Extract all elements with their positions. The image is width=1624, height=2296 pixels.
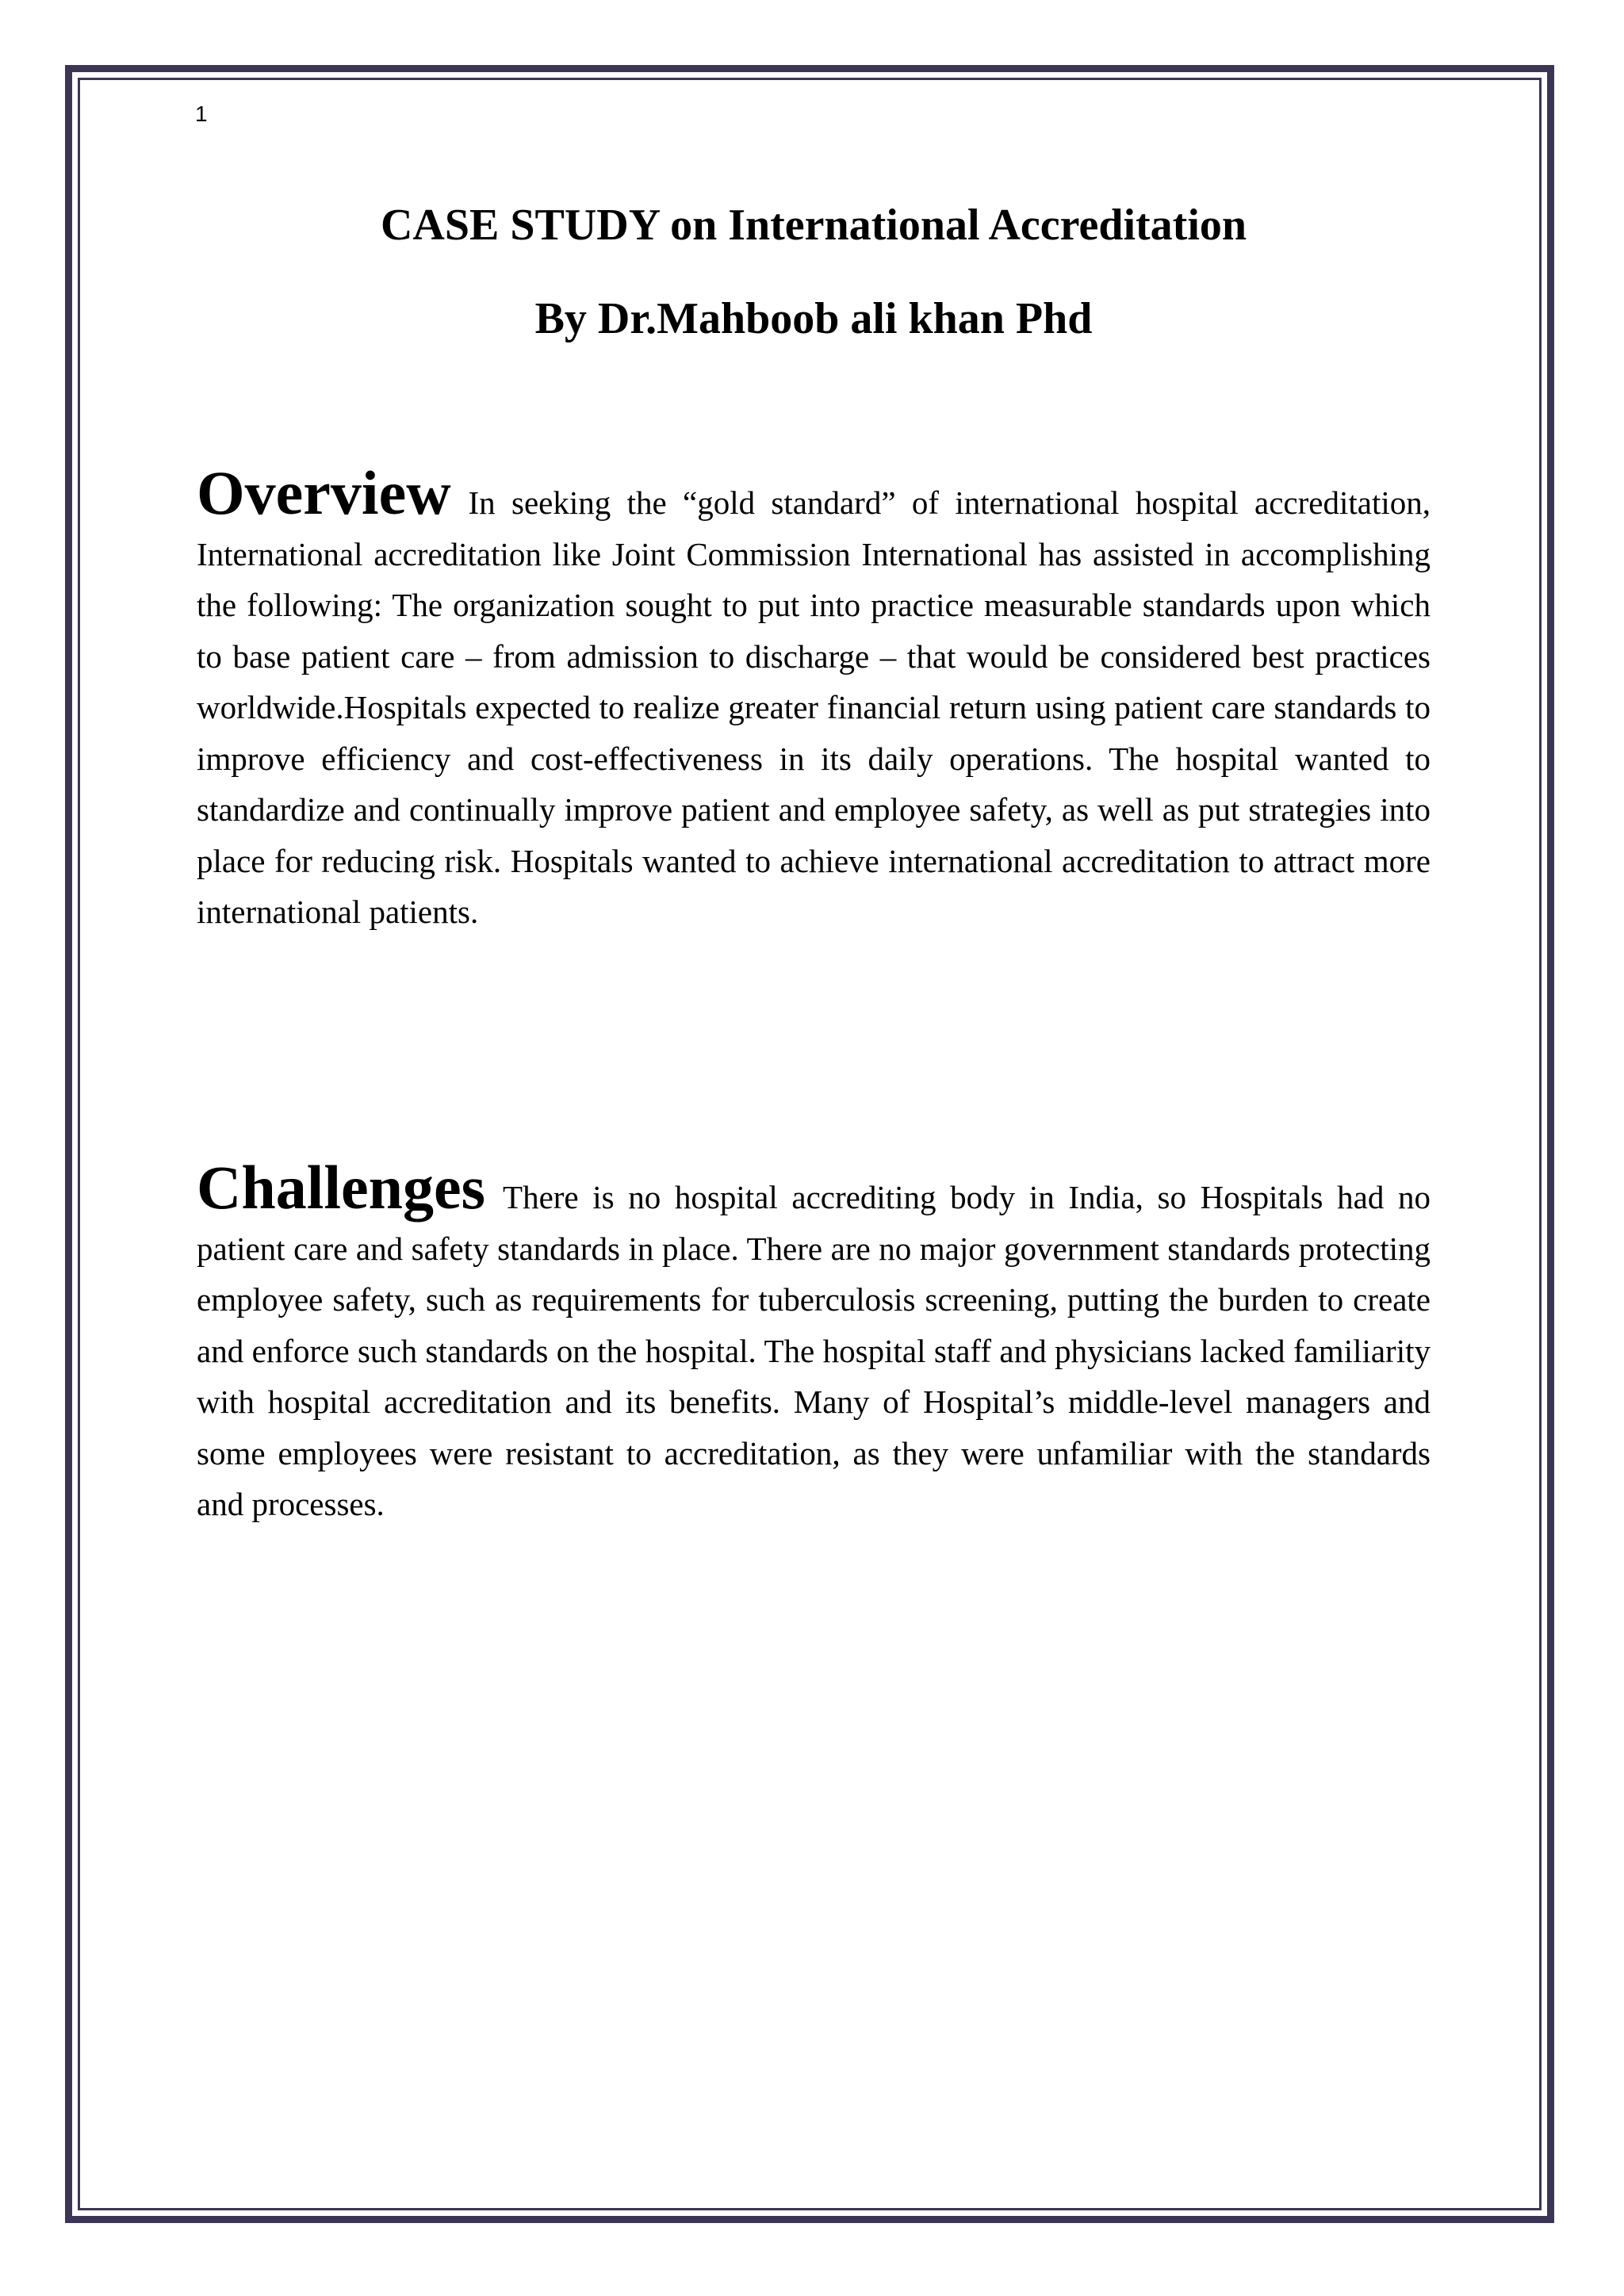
challenges-section xyxy=(197,1153,1431,1530)
document-title: CASE STUDY on International Accreditation xyxy=(380,201,1247,250)
document-author: By Dr.Mahboob ali khan Phd xyxy=(534,294,1093,343)
page-number: 1 xyxy=(195,101,208,126)
challenges-text: There is no hospital accrediting body in India, so Hospitals had no patient care and safety standards in place. There are no major government standards protecting employee safety, such as requirements for tuberculosis screening, putting the burden to create and enforce such standards on the hospital. The hospital staff and physicians lacked familiarity with hospital accreditation and its benefits. Many of Hospital’s middle-level managers and some employees were resistant to accreditation, as they were unfamiliar with the standards and processes. xyxy=(197,1179,1431,1522)
page-border-inner xyxy=(78,78,1542,2210)
overview-heading: Overview xyxy=(197,458,451,527)
overview-section xyxy=(197,458,1431,938)
overview-text: In seeking the “gold standard” of international hospital accreditation, International accreditation like Joint Commission International has assisted in accomplishing the following: The organization sought to put into practice measurable standards upon which to base patient care – from admission to discharge – that would be considered best practices worldwide.Hospitals expected to realize greater financial return using patient care standards to improve efficiency and cost-effectiveness in its daily operations. The hospital wanted to standardize and continually improve patient and employee safety, as well as put strategies into place for reducing risk. Hospitals wanted to achieve international accreditation to attract more international patients. xyxy=(197,484,1431,930)
challenges-heading: Challenges xyxy=(197,1153,486,1222)
